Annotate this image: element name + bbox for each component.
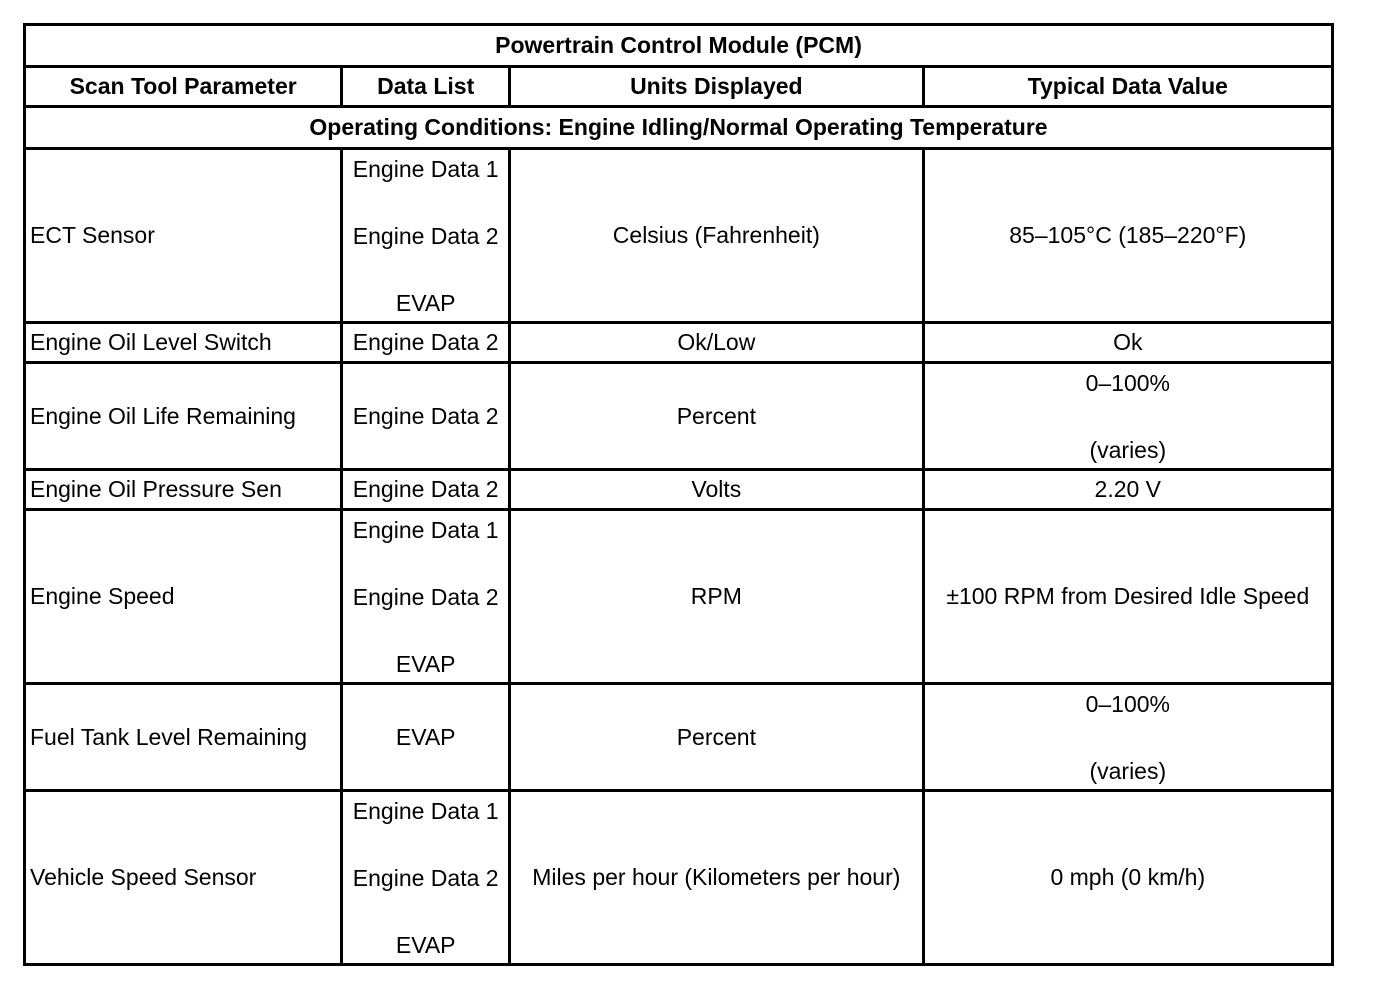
value-cell: 2.20 V: [923, 470, 1332, 510]
table-header-row: [25, 67, 1333, 107]
units-cell: Volts: [510, 470, 923, 510]
parameter-cell: Vehicle Speed Sensor: [25, 791, 342, 965]
data-list-cell: Engine Data 2: [342, 363, 510, 470]
data-list-entry: EVAP: [395, 931, 456, 958]
value-cell: [923, 684, 1332, 791]
table-row: [25, 323, 1333, 363]
data-list-cell: [342, 791, 510, 965]
value-cell: [923, 363, 1332, 470]
parameter-cell: Fuel Tank Level Remaining: [25, 684, 342, 791]
table-row: [25, 510, 1333, 684]
parameter-cell: Engine Oil Pressure Sen: [25, 470, 342, 510]
header-scan-tool-parameter: Scan Tool Parameter: [25, 67, 342, 107]
data-list-entry: Engine Data 1: [352, 797, 499, 824]
parameter-cell: ECT Sensor: [25, 149, 342, 323]
header-data-list: Data List: [342, 67, 510, 107]
table-title-row: [25, 25, 1333, 67]
table-row: [25, 684, 1333, 791]
data-list-entry: Engine Data 2: [352, 222, 499, 249]
data-list-entry: EVAP: [395, 650, 456, 677]
data-list-entry: Engine Data 2: [352, 864, 499, 891]
value-cell: 0 mph (0 km/h): [923, 791, 1332, 965]
table-row: [25, 791, 1333, 965]
value-cell: Ok: [923, 323, 1332, 363]
value-cell: ±100 RPM from Desired Idle Speed: [923, 510, 1332, 684]
data-list-entry: Engine Data 1: [352, 155, 499, 182]
parameter-cell: Engine Oil Level Switch: [25, 323, 342, 363]
data-list-cell: Engine Data 2: [342, 323, 510, 363]
units-cell: Ok/Low: [510, 323, 923, 363]
units-cell: Miles per hour (Kilometers per hour): [510, 791, 923, 965]
header-units-displayed: Units Displayed: [510, 67, 923, 107]
data-list-cell: [342, 510, 510, 684]
table-row: [25, 363, 1333, 470]
value-line: 0–100%: [1085, 369, 1170, 396]
value-cell: 85–105°C (185–220°F): [923, 149, 1332, 323]
value-line: 0–100%: [1085, 690, 1170, 717]
parameter-cell: Engine Speed: [25, 510, 342, 684]
value-line: (varies): [1089, 436, 1167, 463]
data-list-cell: EVAP: [342, 684, 510, 791]
units-cell: RPM: [510, 510, 923, 684]
units-cell: Percent: [510, 684, 923, 791]
value-line: (varies): [1089, 757, 1167, 784]
pcm-data-table: [23, 23, 1334, 966]
operating-conditions-row: [25, 107, 1333, 149]
data-list-entry: Engine Data 1: [352, 516, 499, 543]
data-list-cell: Engine Data 2: [342, 470, 510, 510]
header-typical-data-value: Typical Data Value: [923, 67, 1332, 107]
data-list-entry: EVAP: [395, 289, 456, 316]
units-cell: Celsius (Fahrenheit): [510, 149, 923, 323]
data-list-entry: Engine Data 2: [352, 583, 499, 610]
operating-conditions: Operating Conditions: Engine Idling/Normal Operating Temperature: [25, 107, 1333, 149]
table-row: [25, 470, 1333, 510]
parameter-cell: Engine Oil Life Remaining: [25, 363, 342, 470]
units-cell: Percent: [510, 363, 923, 470]
table-title: Powertrain Control Module (PCM): [25, 25, 1333, 67]
data-list-cell: [342, 149, 510, 323]
table-row: [25, 149, 1333, 323]
